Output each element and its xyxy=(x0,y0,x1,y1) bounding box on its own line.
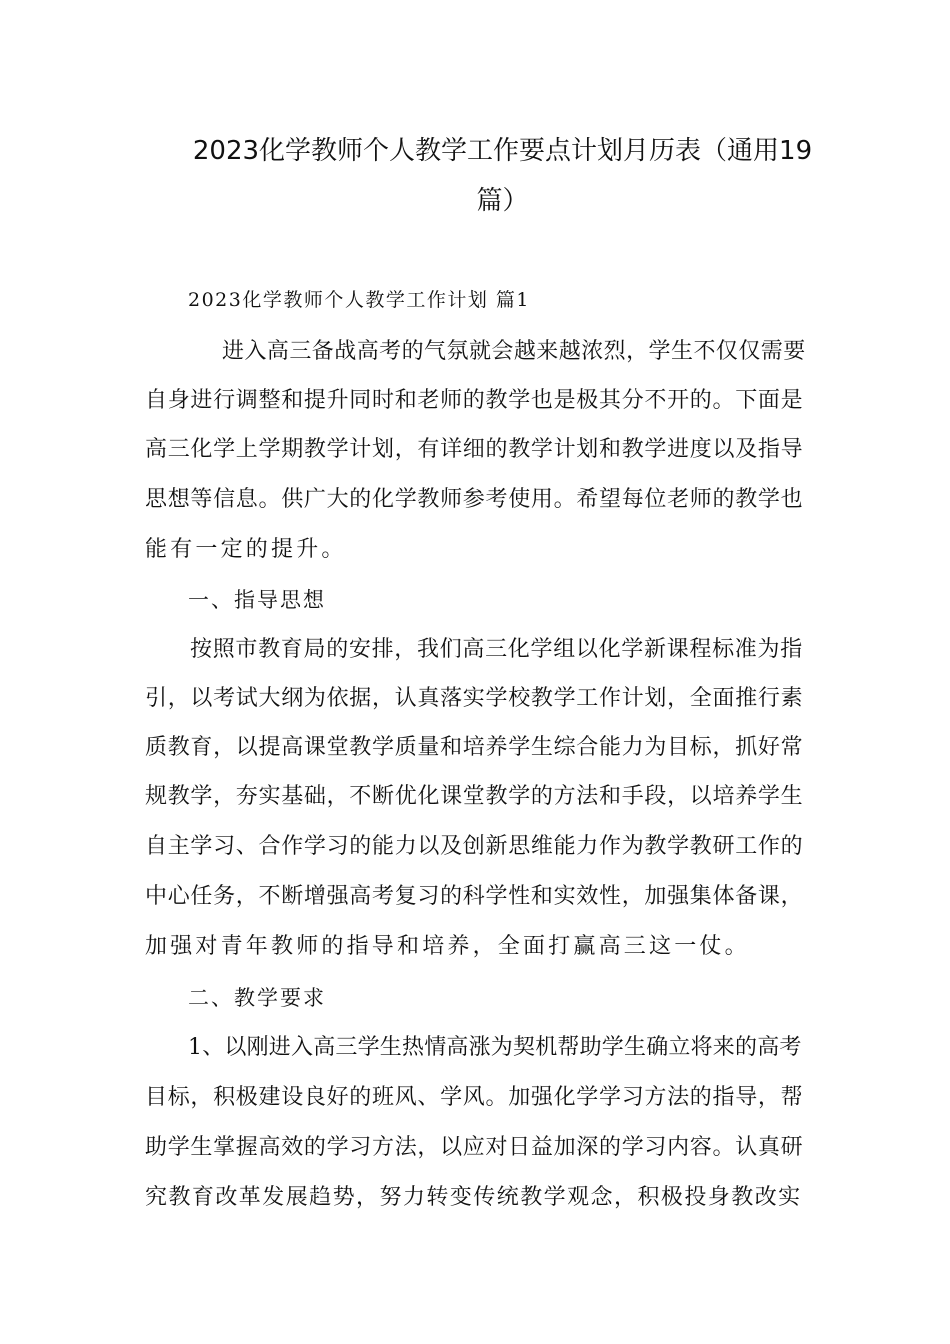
paragraph-line: 加强对青年教师的指导和培养，全面打赢高三这一仗。 xyxy=(145,934,750,959)
section-subtitle: 2023化学教师个人教学工作计划 篇1 xyxy=(188,289,530,311)
paragraph-line: 能有一定的提升。 xyxy=(145,537,347,562)
title-line-1: 2023化学教师个人教学工作要点计划月历表（通用19 xyxy=(192,136,813,166)
paragraph-line: 中心任务，不断增强高考复习的科学性和实效性，加强集体备课， xyxy=(145,884,804,909)
title-line-2: 篇） xyxy=(476,186,529,216)
section-heading: 一、指导思想 xyxy=(188,588,326,612)
paragraph-line: 目标，积极建设良好的班风、学风。加强化学学习方法的指导，帮 xyxy=(145,1085,804,1110)
paragraph-line: 按照市教育局的安排，我们高三化学组以化学新课程标准为指 xyxy=(190,637,803,662)
paragraph-line: 规教学，夯实基础，不断优化课堂教学的方法和手段，以培养学生 xyxy=(145,784,804,809)
paragraph-line: 引，以考试大纲为依据，认真落实学校教学工作计划，全面推行素 xyxy=(145,686,804,711)
paragraph-line: 究教育改革发展趋势，努力转变传统教学观念，积极投身教改实 xyxy=(145,1185,802,1210)
paragraph-line: 自身进行调整和提升同时和老师的教学也是极其分不开的。下面是 xyxy=(145,388,804,413)
paragraph-line: 进入高三备战高考的气氛就会越来越浓烈，学生不仅仅需要 xyxy=(222,339,806,364)
section-heading: 二、教学要求 xyxy=(188,986,326,1010)
paragraph-line: 思想等信息。供广大的化学教师参考使用。希望每位老师的教学也 xyxy=(145,487,804,512)
paragraph-line: 质教育，以提高课堂教学质量和培养学生综合能力为目标，抓好常 xyxy=(145,735,804,760)
paragraph-line: 1、以刚进入高三学生热情高涨为契机帮助学生确立将来的高考 xyxy=(188,1035,802,1060)
paragraph-line: 高三化学上学期教学计划，有详细的教学计划和教学进度以及指导 xyxy=(145,437,804,462)
paragraph-line: 助学生掌握高效的学习方法，以应对日益加深的学习内容。认真研 xyxy=(145,1135,804,1160)
paragraph-line: 自主学习、合作学习的能力以及创新思维能力作为教学教研工作的 xyxy=(145,834,804,859)
